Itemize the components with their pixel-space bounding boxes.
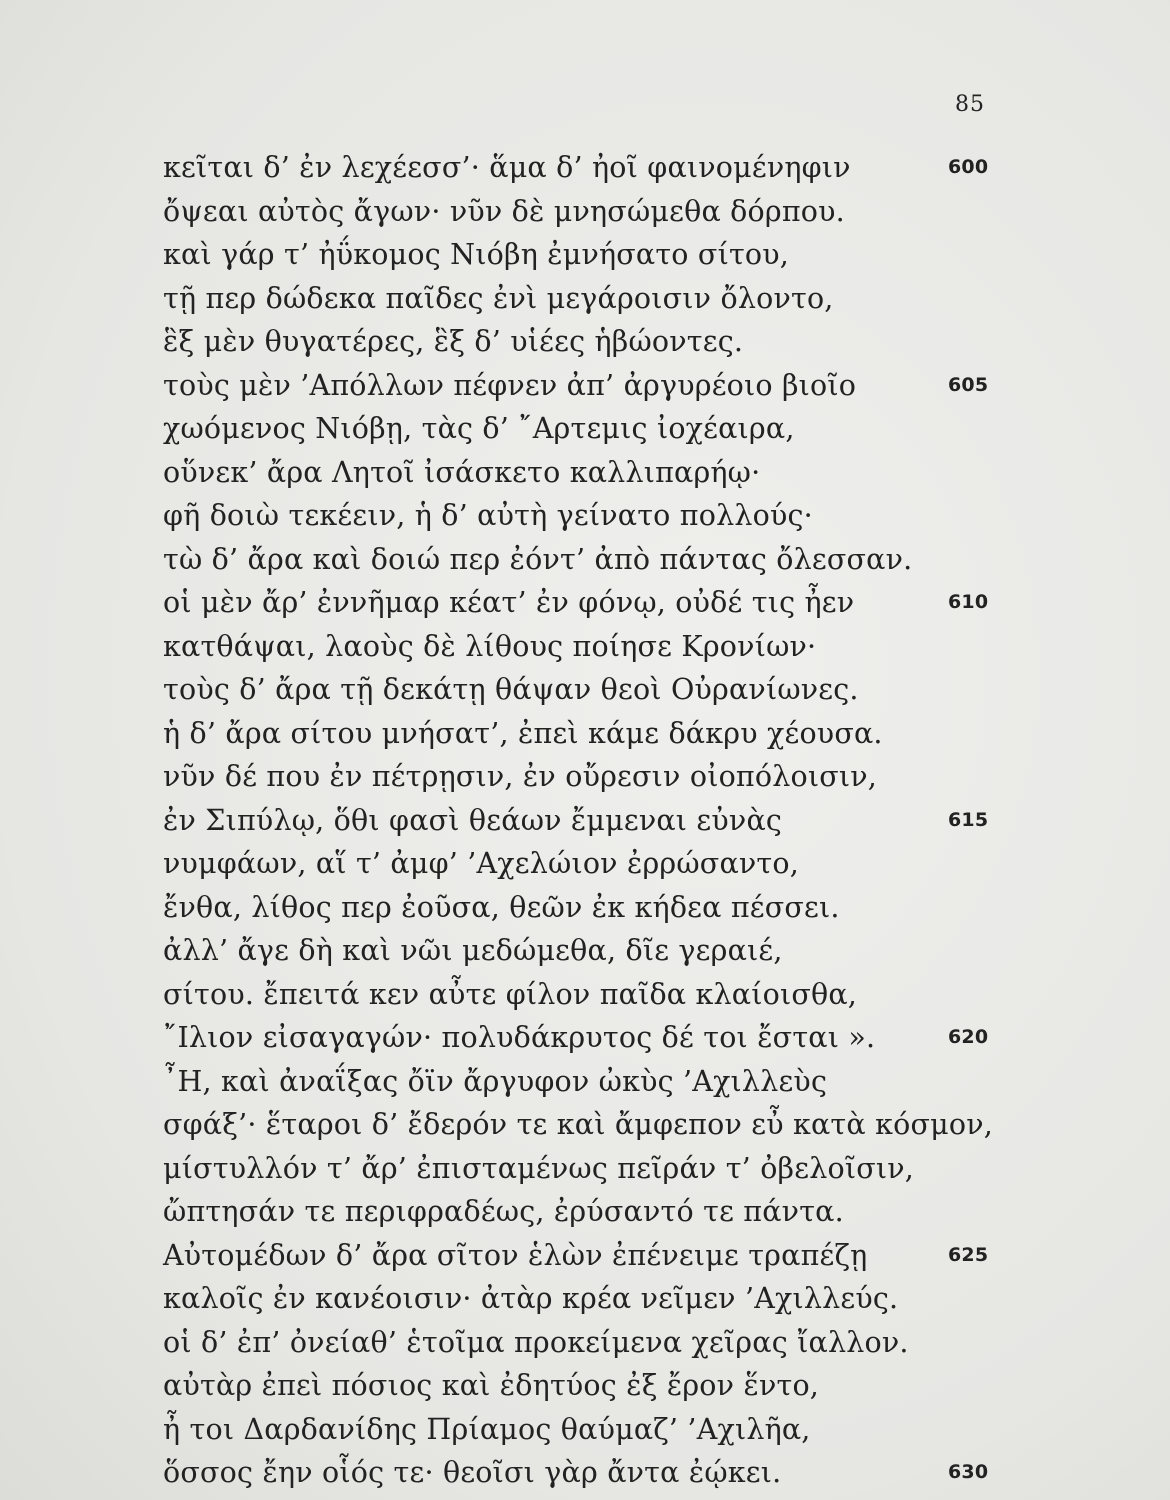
line-number: 600 xyxy=(948,156,989,178)
verse-line xyxy=(163,451,993,495)
verse-text: κατθάψαι, λαοὺς δὲ λίθους ποίησε Κρονίων· xyxy=(163,629,817,663)
verse-line xyxy=(163,190,993,234)
verse-text: ἀλλ’ ἄγε δὴ καὶ νῶι μεδώμεθα, δῖε γεραιέ, xyxy=(163,934,783,967)
verse-text: ὅσσος ἔην οἷός τε· θεοῖσι γὰρ ἄντα ἐῴκει. xyxy=(163,1456,782,1489)
verse-line xyxy=(163,625,993,669)
verse-line xyxy=(163,1190,993,1234)
verse-line xyxy=(163,1277,993,1321)
line-number: 610 xyxy=(948,591,989,613)
verse-text: τὼ δ’ ἄρα καὶ δοιώ περ ἐόντ’ ἀπὸ πάντας ὄλεσσαν. xyxy=(163,542,913,576)
verse-text: τοὺς μὲν ’Απόλλων πέφνεν ἀπ’ ἀργυρέοιο βιοῖο xyxy=(163,368,857,402)
verse-line xyxy=(163,1147,993,1191)
verse-text: τῇ περ δώδεκα παῖδες ἐνὶ μεγάροισιν ὄλοντο, xyxy=(163,281,834,315)
line-number: 620 xyxy=(948,1026,989,1048)
verse-line xyxy=(163,1234,993,1278)
verse-text: οἱ δ’ ἐπ’ ὀνείαθ’ ἑτοῖμα προκείμενα χεῖρας ἴαλλον. xyxy=(163,1325,909,1359)
line-number: 615 xyxy=(948,808,989,831)
verse-text: ῎Ιλιον εἰσαγαγών· πολυδάκρυτος δέ τοι ἔσται ». xyxy=(163,1021,876,1054)
verse-line xyxy=(163,538,993,582)
verse-text: τοὺς δ’ ἄρα τῇ δεκάτῃ θάψαν θεοὶ Οὐρανίωνες. xyxy=(163,673,859,706)
verse-text: ἔνθα, λίθος περ ἐοῦσα, θεῶν ἐκ κήδεα πέσσει. xyxy=(163,890,840,924)
verse-line xyxy=(163,364,993,408)
verse-text: οὕνεκ’ ἄρα Λητοῖ ἰσάσκετο καλλιπαρήῳ· xyxy=(163,455,761,489)
verse-line xyxy=(163,1364,993,1408)
verse-line xyxy=(163,799,993,843)
verse-line xyxy=(163,712,993,756)
verse-line xyxy=(163,581,993,625)
verse-line xyxy=(163,494,993,538)
verse-line xyxy=(163,277,993,321)
verse-text: ῏Η, καὶ ἀναΐξας ὄϊν ἄργυφον ὠκὺς ’Αχιλλεὺς xyxy=(163,1064,828,1098)
verse-line xyxy=(163,1408,993,1452)
verse-text: καὶ γάρ τ’ ἠΰκομος Νιόβη ἐμνήσατο σίτου, xyxy=(163,238,790,271)
verse-line xyxy=(163,973,993,1017)
verse-text: νυμφάων, αἵ τ’ ἀμφ’ ’Αχελώιον ἐρρώσαντο, xyxy=(163,847,800,880)
line-number: 630 xyxy=(948,1461,989,1483)
verse-text: σίτου. ἔπειτά κεν αὖτε φίλον παῖδα κλαίοισθα, xyxy=(163,977,858,1011)
verse-line xyxy=(163,1103,993,1147)
verse-text: φῆ δοιὼ τεκέειν, ἡ δ’ αὐτὴ γείνατο πολλούς· xyxy=(163,499,813,532)
verse-text: ἓξ μὲν θυγατέρες, ἓξ δ’ υἱέες ἡβώοντες. xyxy=(163,325,744,358)
verse-text: ἐν Σιπύλῳ, ὅθι φασὶ θεάων ἔμμεναι εὐνὰς xyxy=(163,803,783,837)
verse-text: σφάξ’· ἕταροι δ’ ἔδερόν τε καὶ ἄμφεπον εὖ κατὰ κόσμον, xyxy=(163,1108,993,1141)
verse-text: ἡ δ’ ἄρα σίτου μνήσατ’, ἐπεὶ κάμε δάκρυ χέουσα. xyxy=(163,716,883,750)
verse-line xyxy=(163,1451,993,1495)
line-number: 605 xyxy=(948,373,989,396)
verse-text: μίστυλλόν τ’ ἄρ’ ἐπισταμένως πεῖράν τ’ ὀβελοῖσιν, xyxy=(163,1151,915,1185)
verse-text: καλοῖς ἐν κανέοισιν· ἀτὰρ κρέα νεῖμεν ’Αχιλλεύς. xyxy=(163,1282,899,1315)
verse-line xyxy=(163,886,993,930)
line-number: 625 xyxy=(948,1243,989,1266)
verse-line xyxy=(163,146,993,190)
verse-line xyxy=(163,233,993,277)
verse-line xyxy=(163,1016,993,1060)
verse-line xyxy=(163,1060,993,1104)
verse-text: νῦν δέ που ἐν πέτρῃσιν, ἐν οὔρεσιν οἰοπόλοισιν, xyxy=(163,760,878,793)
verse-text: οἱ μὲν ἄρ’ ἐννῆμαρ κέατ’ ἐν φόνῳ, οὐδέ τις ἦεν xyxy=(163,586,855,619)
verse-line xyxy=(163,407,993,451)
verse-text: αὐτὰρ ἐπεὶ πόσιος καὶ ἐδητύος ἐξ ἔρον ἕντο, xyxy=(163,1369,820,1402)
verse-text: ἦ τοι Δαρδανίδης Πρίαμος θαύμαζ’ ’Αχιλῆα, xyxy=(163,1412,811,1446)
verse-text: Αὐτομέδων δ’ ἄρα σῖτον ἑλὼν ἐπένειμε τραπέζῃ xyxy=(163,1238,868,1272)
verse-text: ὤπτησάν τε περιφραδέως, ἐρύσαντό τε πάντα. xyxy=(163,1195,844,1228)
verse-line xyxy=(163,755,993,799)
verse-line xyxy=(163,929,993,973)
page-number: 85 xyxy=(955,92,985,117)
verse-text: κεῖται δ’ ἐν λεχέεσσ’· ἅμα δ’ ἠοῖ φαινομένηφιν xyxy=(163,151,851,184)
verse-line xyxy=(163,1321,993,1365)
verse-text: ὄψεαι αὐτὸς ἄγων· νῦν δὲ μνησώμεθα δόρπου. xyxy=(163,194,845,228)
verse-line xyxy=(163,668,993,712)
verse-list xyxy=(163,146,993,1495)
verse-line xyxy=(163,842,993,886)
verse-text: χωόμενος Νιόβῃ, τὰς δ’ ῎Αρτεμις ἰοχέαιρα, xyxy=(163,412,795,445)
verse-line xyxy=(163,320,993,364)
